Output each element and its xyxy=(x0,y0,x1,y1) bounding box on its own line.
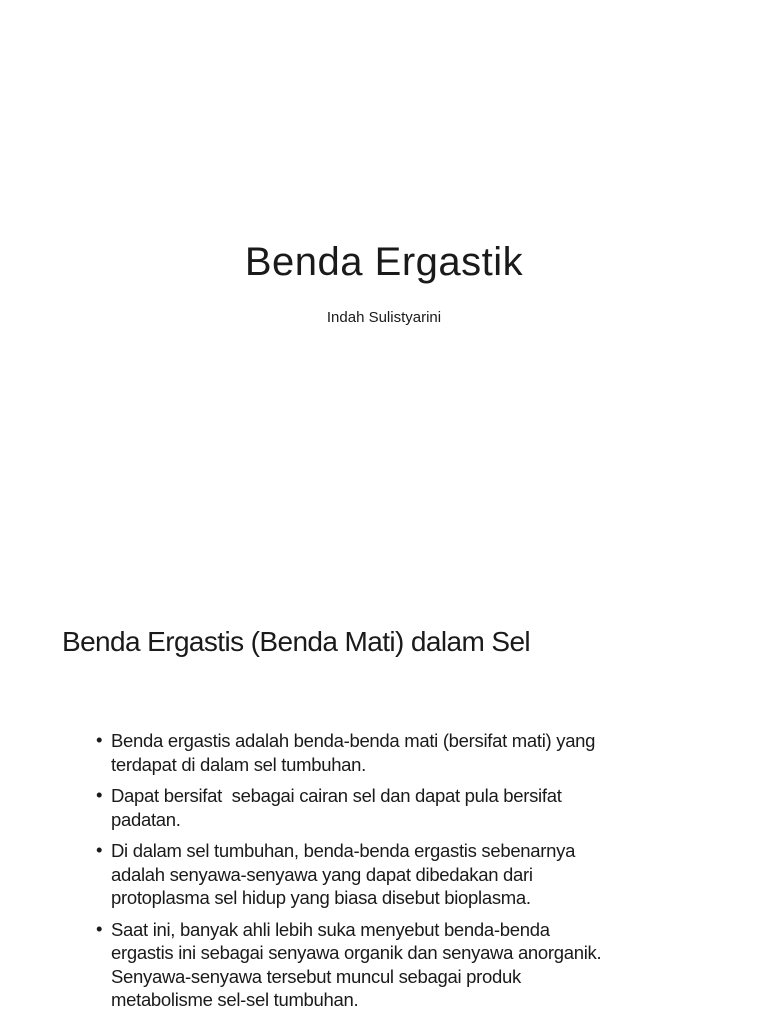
bullet-item xyxy=(96,839,756,910)
bullet-list xyxy=(96,729,756,1020)
bullet-line: adalah senyawa-senyawa yang dapat dibedakan dari xyxy=(111,863,533,885)
bullet-line: Saat ini, banyak ahli lebih suka menyebut benda-benda xyxy=(111,918,550,940)
bullet-item xyxy=(96,729,756,776)
bullet-line: metabolisme sel-sel tumbuhan. xyxy=(111,989,359,1010)
bullet-item xyxy=(96,784,756,831)
bullet-line: protoplasma sel hidup yang biasa disebut bioplasma. xyxy=(111,887,531,908)
bullet-line: ergastis ini sebagai senyawa organik dan senyawa anorganik. xyxy=(111,942,602,963)
bullet-icon: • xyxy=(96,917,103,939)
bullet-icon: • xyxy=(96,784,103,805)
bullet-line: Dapat bersifat sebagai cairan sel dan dapat pula bersifat xyxy=(111,785,562,806)
bullet-line: Senyawa-senyawa tersebut muncul sebagai produk xyxy=(111,965,521,987)
bullet-item xyxy=(96,918,756,1012)
slide-subtitle-author: Indah Sulistyarini xyxy=(326,309,442,326)
slide-title: Benda Ergastik xyxy=(244,240,524,284)
bullet-line: padatan. xyxy=(111,808,181,830)
bullet-icon: • xyxy=(96,729,103,750)
slide-heading: Benda Ergastis (Benda Mati) dalam Sel xyxy=(62,626,531,657)
bullet-icon: • xyxy=(96,839,103,860)
bullet-line: terdapat di dalam sel tumbuhan. xyxy=(111,753,367,775)
bullet-line: Di dalam sel tumbuhan, benda-benda ergastis sebenarnya xyxy=(111,840,576,861)
bullet-line: Benda ergastis adalah benda-benda mati (bersifat mati) yang xyxy=(111,730,596,751)
